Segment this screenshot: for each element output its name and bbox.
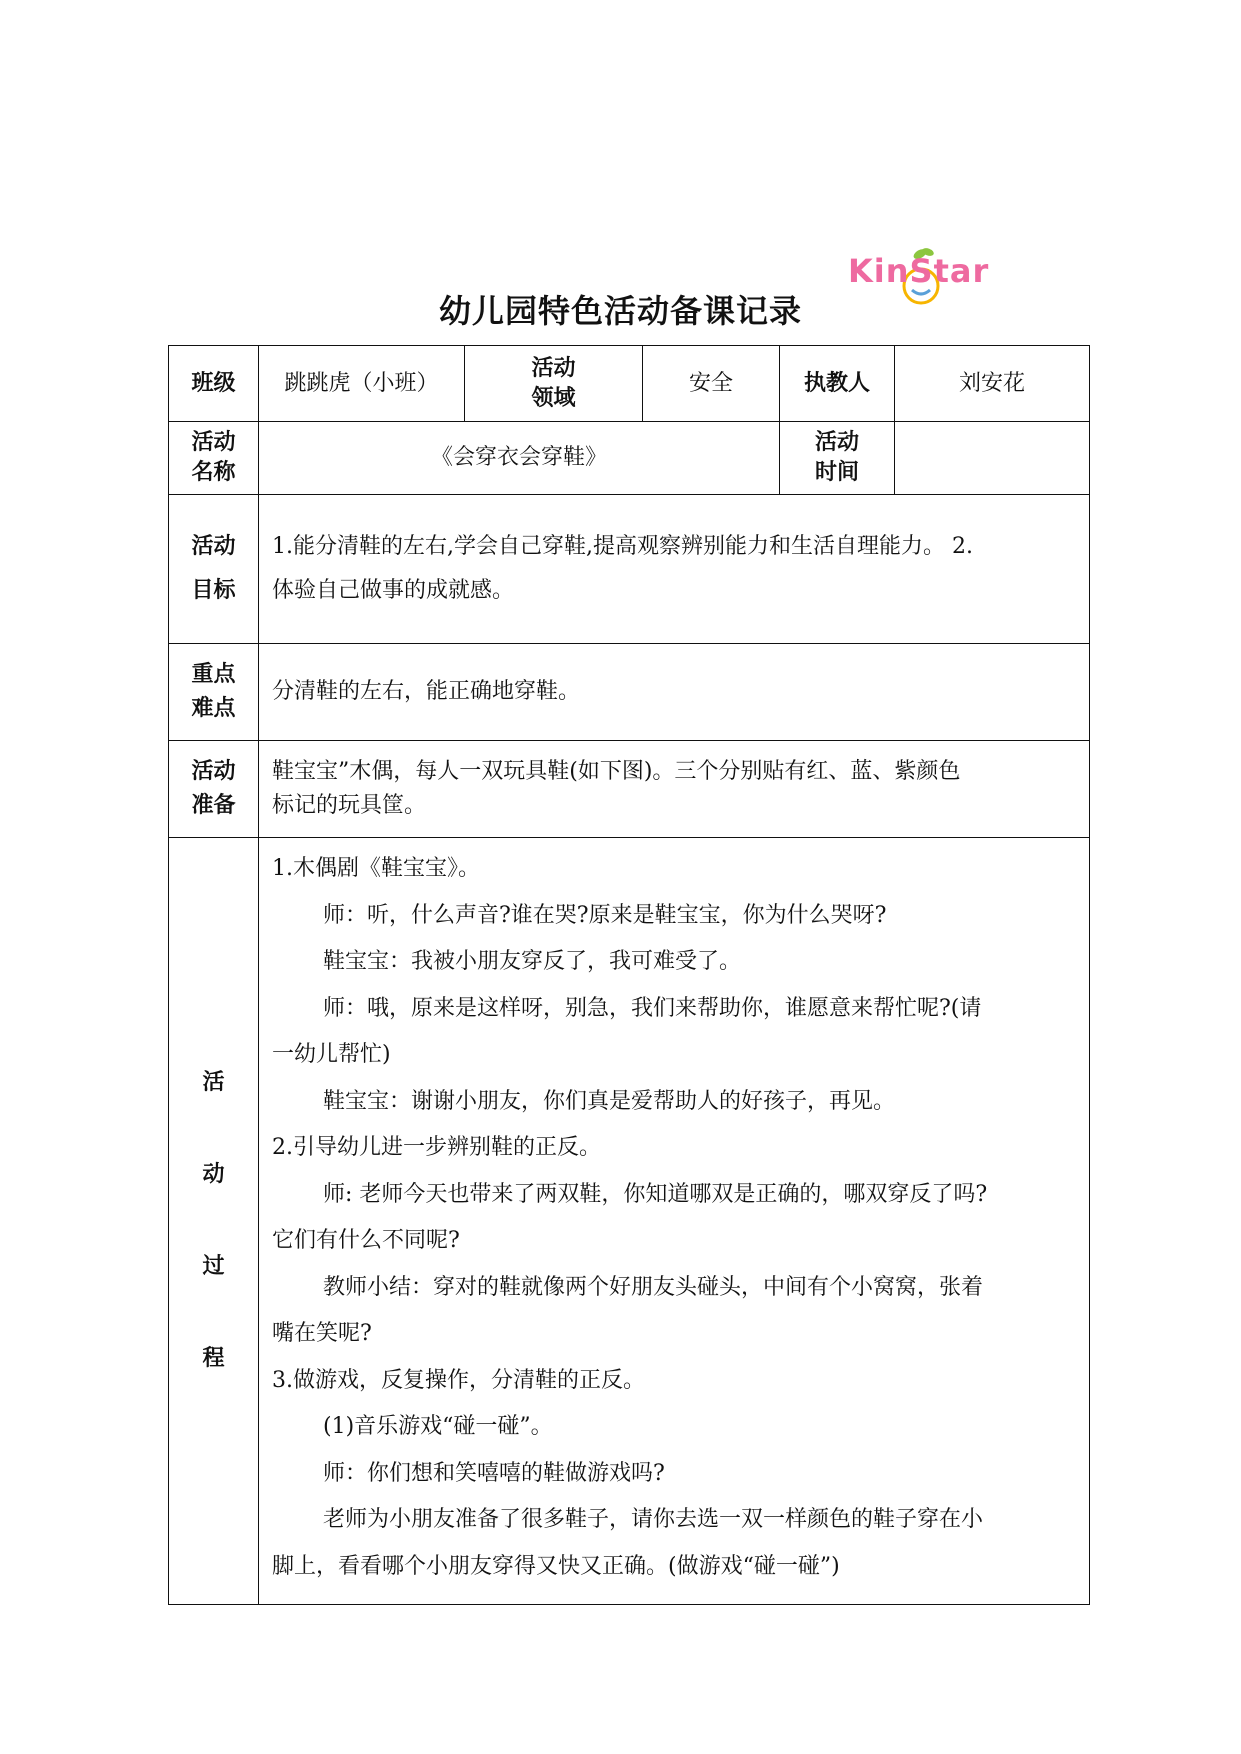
- process-line: 脚上，看看哪个小朋友穿得又快又正确。(做游戏“碰一碰”): [272, 1553, 840, 1579]
- goals-label-line2: 目标: [191, 578, 236, 603]
- process-line: 师：听，什么声音?谁在哭?原来是鞋宝宝，你为什么哭呀?: [323, 902, 887, 928]
- preparation-line-2: 标记的玩具筐。: [272, 793, 427, 818]
- lesson-plan-table: [168, 345, 1090, 1605]
- process-line: 它们有什么不同呢?: [272, 1228, 460, 1253]
- page-title: 幼儿园特色活动备课记录: [438, 292, 802, 330]
- row-process: [169, 838, 1090, 1605]
- teacher-label: 执教人: [780, 346, 895, 422]
- process-label-char: 活: [202, 1070, 225, 1095]
- logo-text: KinStar: [848, 252, 990, 290]
- class-value: 跳跳虎（小班）: [259, 346, 465, 422]
- preparation-text: [259, 741, 1090, 838]
- process-line: 鞋宝宝：我被小朋友穿反了，我可难受了。: [323, 949, 742, 974]
- name-label-line1: 活动: [191, 430, 236, 456]
- domain-value: 安全: [643, 346, 780, 422]
- process-line: 鞋宝宝：谢谢小朋友，你们真是爱帮助人的好孩子，再见。: [323, 1088, 896, 1114]
- key-points-text: 分清鞋的左右，能正确地穿鞋。: [259, 644, 1090, 741]
- domain-label-line1: 活动: [531, 355, 576, 381]
- process-line: 师：你们想和笑嘻嘻的鞋做游戏吗?: [323, 1460, 665, 1486]
- process-line: 一幼儿帮忙): [272, 1042, 391, 1067]
- key-points-label-line1: 重点: [191, 661, 236, 687]
- class-label: 班级: [169, 346, 259, 422]
- goals-text: [259, 495, 1090, 644]
- process-text: [259, 838, 1090, 1605]
- time-label-line2: 时间: [814, 460, 859, 485]
- process-line: 教师小结：穿对的鞋就像两个好朋友头碰头，中间有个小窝窝，张着: [323, 1274, 984, 1300]
- process-label-char: 动: [202, 1162, 225, 1187]
- row-key-points: [169, 644, 1090, 741]
- process-label-char: 过: [202, 1254, 225, 1279]
- process-line: 3.做游戏，反复操作，分清鞋的正反。: [272, 1367, 645, 1393]
- row-class-info: [169, 346, 1090, 422]
- goals-line-1: 1.能分清鞋的左右,学会自己穿鞋,提高观察辨别能力和生活自理能力。 2.: [272, 534, 973, 559]
- row-goals: [169, 495, 1090, 644]
- domain-label-line2: 领域: [531, 385, 576, 411]
- activity-name-value: 《会穿衣会穿鞋》: [259, 422, 780, 495]
- process-line: 2.引导幼儿进一步辨别鞋的正反。: [272, 1135, 601, 1160]
- name-label: [169, 422, 259, 495]
- process-line: 师: 老师今天也带来了两双鞋，你知道哪双是正确的，哪双穿反了吗?: [323, 1181, 988, 1207]
- time-value: [895, 422, 1090, 495]
- teacher-value: 刘安花: [895, 346, 1090, 422]
- process-line: 嘴在笑呢?: [272, 1321, 372, 1346]
- goals-label: [169, 495, 259, 644]
- row-activity-name: [169, 422, 1090, 495]
- process-label-char: 程: [202, 1346, 225, 1371]
- time-label: [780, 422, 895, 495]
- preparation-label-line1: 活动: [191, 758, 236, 784]
- time-label-line1: 活动: [814, 430, 859, 456]
- preparation-label-line2: 准备: [191, 793, 236, 818]
- preparation-label: [169, 741, 259, 838]
- process-label: [169, 838, 259, 1605]
- goals-label-line1: 活动: [191, 534, 236, 559]
- process-line: 老师为小朋友准备了很多鞋子，请你去选一双一样颜色的鞋子穿在小: [323, 1507, 984, 1532]
- key-points-label: [169, 644, 259, 741]
- process-line: 1.木偶剧《鞋宝宝》。: [272, 856, 480, 881]
- name-label-line2: 名称: [191, 460, 236, 485]
- process-line: 师：哦，原来是这样呀，别急，我们来帮助你，谁愿意来帮忙呢?(请: [323, 995, 982, 1021]
- goals-line-2: 体验自己做事的成就感。: [272, 578, 515, 603]
- process-line: (1)音乐游戏“碰一碰”。: [323, 1414, 553, 1439]
- key-points-label-line2: 难点: [191, 696, 236, 721]
- preparation-line-1: 鞋宝宝”木偶，每人一双玩具鞋(如下图)。三个分别贴有红、蓝、紫颜色: [272, 758, 961, 784]
- row-preparation: [169, 741, 1090, 838]
- domain-label: [465, 346, 643, 422]
